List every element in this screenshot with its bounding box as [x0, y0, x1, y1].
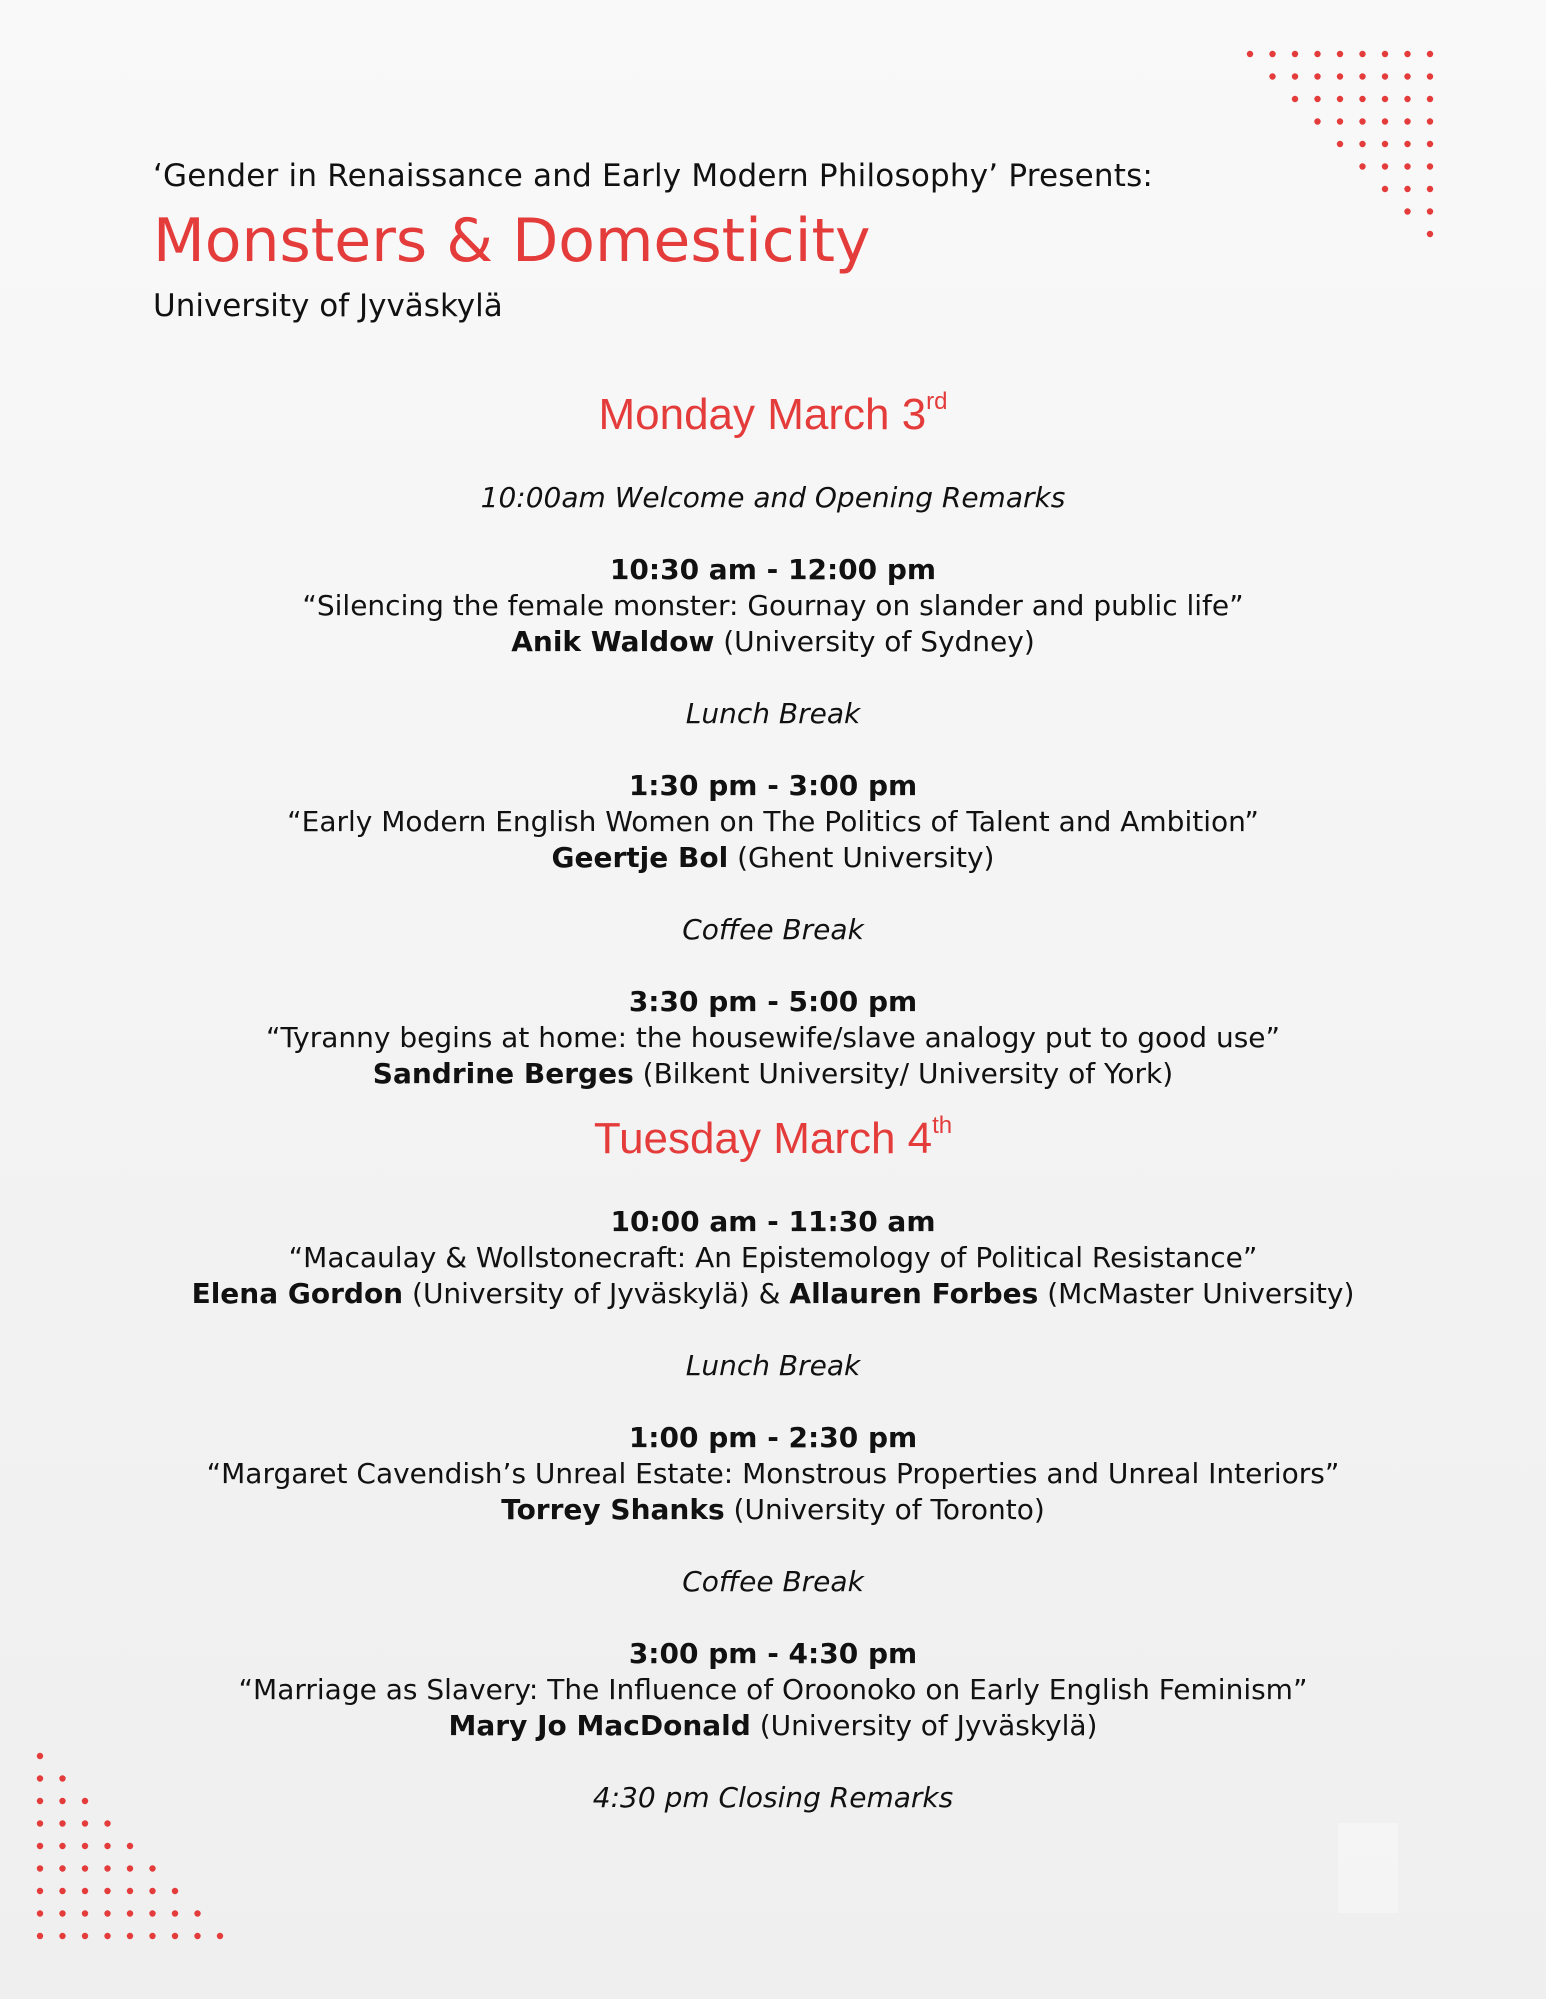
decorative-dot [1314, 96, 1320, 102]
decorative-dot [1382, 141, 1388, 147]
decorative-dot [1427, 231, 1433, 237]
decorative-dot [1359, 73, 1365, 79]
decorative-dot [172, 1933, 178, 1939]
decorative-dot [82, 1933, 88, 1939]
talk-title: “Silencing the female monster: Gournay on slander and public life” [302, 589, 1244, 622]
talk-title: “Early Modern English Women on The Politics of Talent and Ambition” [287, 805, 1259, 838]
faint-corner-mark [1338, 1823, 1398, 1913]
decorative-dot [1427, 186, 1433, 192]
decorative-dot [104, 1865, 110, 1871]
decorative-dot [59, 1865, 65, 1871]
decorative-dot [1359, 141, 1365, 147]
decorative-dot [127, 1865, 133, 1871]
decorative-dot [1292, 51, 1298, 57]
decorative-dot [1404, 51, 1410, 57]
decorative-dot [37, 1865, 43, 1871]
decorative-dot [127, 1910, 133, 1916]
session-time: 1:00 pm - 2:30 pm [628, 1421, 918, 1454]
lunch-break: Lunch Break [685, 697, 861, 730]
decorative-dot [82, 1910, 88, 1916]
decorative-dot [194, 1910, 200, 1916]
decorative-dot [1337, 118, 1343, 124]
decorative-dot [1269, 51, 1275, 57]
closing-remarks: 4:30 pm Closing Remarks [592, 1781, 954, 1814]
decorative-dot [1292, 96, 1298, 102]
decorative-dot [217, 1933, 223, 1939]
decorative-dot [1359, 51, 1365, 57]
series-presents: ‘Gender in Renaissance and Early Modern Philosophy’ Presents: [153, 158, 1154, 194]
speaker-affiliation: (University of Jyväskylä) [759, 1709, 1098, 1742]
decorative-dot [1427, 163, 1433, 169]
decorative-dot [82, 1865, 88, 1871]
speaker-name: Geertje Bol [551, 841, 729, 874]
day-heading-tuesday: Tuesday March 4th [593, 1112, 953, 1163]
decorative-dot [1337, 51, 1343, 57]
decorative-dot [194, 1933, 200, 1939]
decorative-dot [1427, 96, 1433, 102]
speaker-line [0, 1056, 1546, 1092]
speaker-name: Sandrine Berges [372, 1057, 634, 1090]
decorative-dot [1314, 51, 1320, 57]
decorative-dot [104, 1933, 110, 1939]
decorative-dot [1404, 141, 1410, 147]
decorative-dot [172, 1910, 178, 1916]
decorative-dot [1337, 141, 1343, 147]
decorative-dot [82, 1843, 88, 1849]
speaker-name: Torrey Shanks [501, 1493, 725, 1526]
decorative-dot [1382, 118, 1388, 124]
decorative-dot [1404, 163, 1410, 169]
decorative-dot [82, 1820, 88, 1826]
decorative-dot [1359, 118, 1365, 124]
speaker-affiliation: (Bilkent University/ University of York) [642, 1057, 1174, 1090]
program [0, 384, 1546, 1816]
speaker-line [0, 1708, 1546, 1744]
session-time: 3:00 pm - 4:30 pm [628, 1637, 918, 1670]
session [0, 1636, 1546, 1744]
decorative-dot [37, 1888, 43, 1894]
decorative-dot [172, 1888, 178, 1894]
coffee-break: Coffee Break [682, 913, 864, 946]
decorative-dot [1427, 141, 1433, 147]
session [0, 984, 1546, 1092]
decorative-dot [1404, 73, 1410, 79]
decorative-dot [1359, 96, 1365, 102]
speaker-line [0, 1276, 1546, 1312]
speaker-line [0, 624, 1546, 660]
talk-title: “Macaulay & Wollstonecraft: An Epistemology of Political Resistance” [288, 1241, 1258, 1274]
decorative-dot [1314, 73, 1320, 79]
speaker-affiliation: (University of Toronto) [733, 1493, 1045, 1526]
speaker-affiliation: (University of Jyväskylä) & [412, 1277, 781, 1310]
decorative-dot [1292, 73, 1298, 79]
decorative-dot [1382, 96, 1388, 102]
decorative-dot [149, 1865, 155, 1871]
session [0, 552, 1546, 660]
decorative-dot [1314, 118, 1320, 124]
speaker-name: Anik Waldow [511, 625, 715, 658]
poster-header [153, 150, 1303, 330]
decorative-dot [104, 1910, 110, 1916]
session-time: 10:30 am - 12:00 pm [609, 553, 937, 586]
session-time: 10:00 am - 11:30 am [610, 1205, 936, 1238]
decorative-dot [1382, 186, 1388, 192]
lunch-break: Lunch Break [685, 1349, 861, 1382]
talk-title: “Margaret Cavendish’s Unreal Estate: Monstrous Properties and Unreal Interiors” [206, 1457, 1340, 1490]
decorative-dot [1382, 73, 1388, 79]
opening-remarks: 10:00am Welcome and Opening Remarks [480, 481, 1066, 514]
decorative-dot [1382, 51, 1388, 57]
decorative-dot [127, 1888, 133, 1894]
speaker-line [0, 1492, 1546, 1528]
decorative-dot [149, 1933, 155, 1939]
decorative-dot [1427, 118, 1433, 124]
decorative-dot [59, 1843, 65, 1849]
decorative-dot [127, 1933, 133, 1939]
decorative-dot [37, 1820, 43, 1826]
session-time: 3:30 pm - 5:00 pm [628, 985, 918, 1018]
decorative-dot [59, 1820, 65, 1826]
decorative-dot [1404, 208, 1410, 214]
decorative-dot [104, 1888, 110, 1894]
decorative-dot [1337, 73, 1343, 79]
speaker-line [0, 840, 1546, 876]
decorative-dot [59, 1933, 65, 1939]
decorative-dot [1337, 96, 1343, 102]
decorative-dot [1427, 51, 1433, 57]
speaker-affiliation-2: (McMaster University) [1047, 1277, 1355, 1310]
decorative-dot [1427, 208, 1433, 214]
decorative-dot [37, 1910, 43, 1916]
decorative-dot [1382, 163, 1388, 169]
talk-title: “Tyranny begins at home: the housewife/slave analogy put to good use” [265, 1021, 1281, 1054]
decorative-dot [1247, 51, 1253, 57]
day-heading-monday: Monday March 3rd [598, 388, 948, 439]
talk-title: “Marriage as Slavery: The Influence of Oroonoko on Early English Feminism” [238, 1673, 1308, 1706]
decorative-dot [149, 1888, 155, 1894]
session [0, 1204, 1546, 1312]
decorative-dot [1404, 96, 1410, 102]
decorative-dot [37, 1933, 43, 1939]
session-time: 1:30 pm - 3:00 pm [628, 769, 918, 802]
speaker-name: Elena Gordon [191, 1277, 404, 1310]
speaker-affiliation: (Ghent University) [737, 841, 995, 874]
decorative-dot [149, 1910, 155, 1916]
speaker-name: Mary Jo MacDonald [448, 1709, 751, 1742]
decorative-dot [37, 1843, 43, 1849]
decorative-dot [1404, 118, 1410, 124]
decorative-dot [1269, 73, 1275, 79]
decorative-dot [104, 1820, 110, 1826]
decorative-dot [104, 1843, 110, 1849]
decorative-dot [1404, 186, 1410, 192]
session [0, 1420, 1546, 1528]
coffee-break: Coffee Break [682, 1565, 864, 1598]
session [0, 768, 1546, 876]
speaker-name-2: Allauren Forbes [789, 1277, 1039, 1310]
decorative-dot [82, 1888, 88, 1894]
decorative-dot [127, 1843, 133, 1849]
speaker-affiliation: (University of Sydney) [723, 625, 1035, 658]
decorative-dot [1359, 163, 1365, 169]
decorative-dot [59, 1910, 65, 1916]
decorative-dot [59, 1888, 65, 1894]
event-title: Monsters & Domesticity [153, 206, 871, 276]
decorative-dot [1427, 73, 1433, 79]
host-university: University of Jyväskylä [153, 288, 503, 324]
